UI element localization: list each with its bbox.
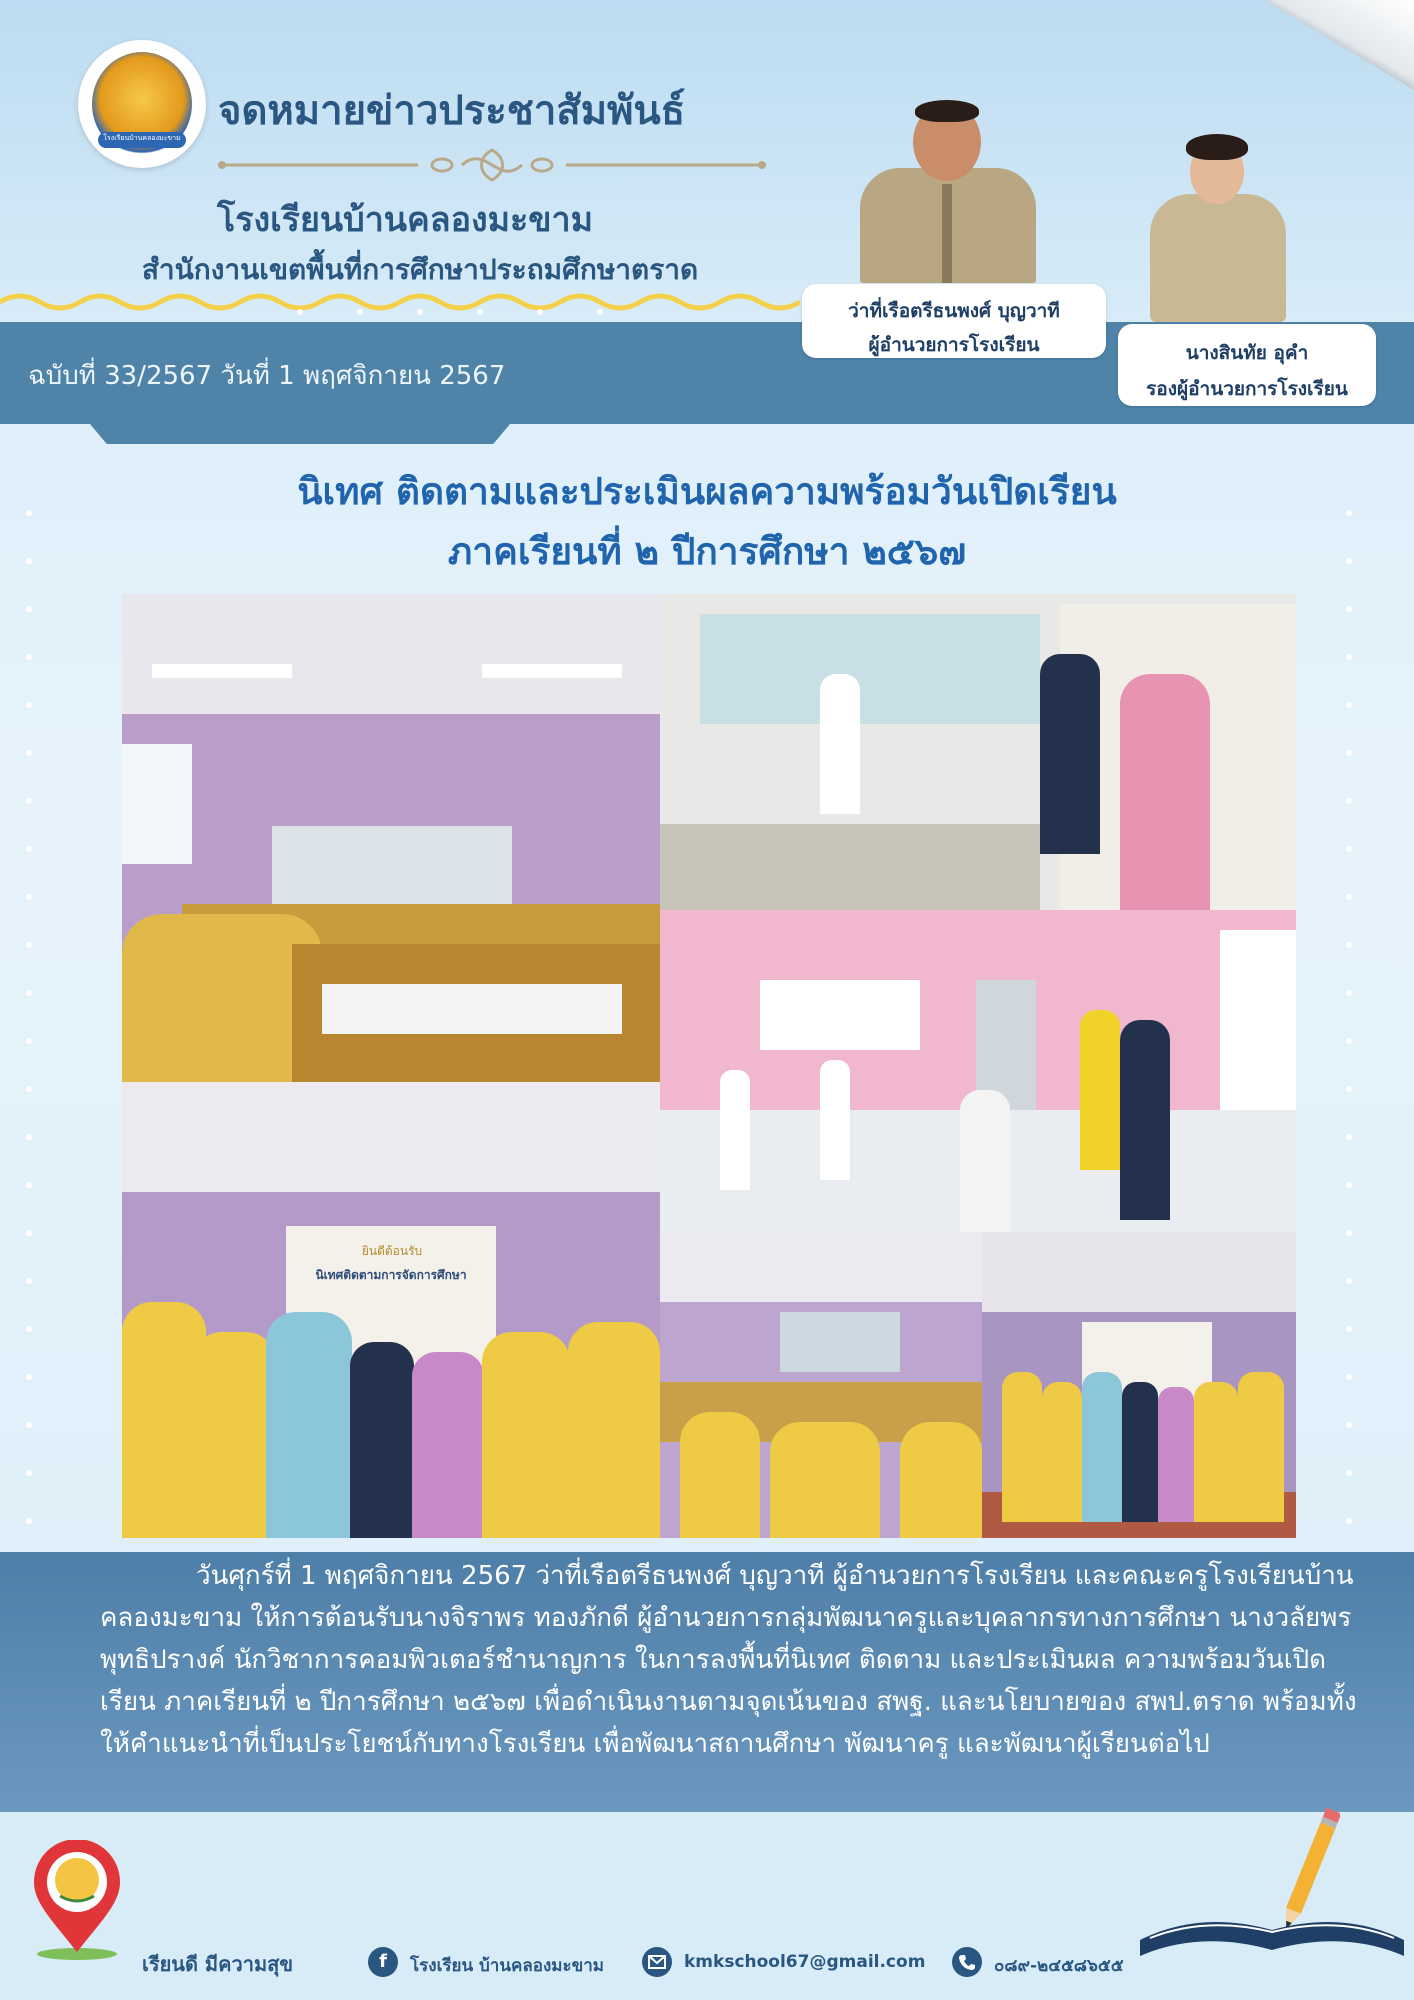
director-portrait bbox=[858, 98, 1038, 283]
right-dot-decoration bbox=[1346, 510, 1386, 1614]
school-logo bbox=[78, 40, 206, 168]
title-ornament bbox=[218, 148, 766, 182]
article-body bbox=[100, 1555, 1360, 1765]
logo-text: โรงเรียนบ้านคลองมะขาม bbox=[103, 134, 181, 142]
school-name: โรงเรียนบ้านคลองมะขาม bbox=[216, 200, 594, 240]
deputy-name: นางสินทัย อุคำ bbox=[1185, 342, 1309, 364]
photo-students-greeting bbox=[660, 910, 1296, 1232]
photo-group-portrait bbox=[122, 1082, 660, 1538]
photo-banner-line1: ยินดีต้อนรับ bbox=[361, 1244, 423, 1258]
deputy-director-portrait bbox=[1150, 132, 1286, 322]
facebook-icon: f bbox=[368, 1947, 398, 1977]
photo-meeting-room bbox=[122, 594, 660, 1082]
phone-number[interactable]: ๐๘๙-๒๔๕๘๖๕๕ bbox=[994, 1956, 1124, 1976]
school-motto: เรียนดี มีความสุข bbox=[142, 1952, 294, 1976]
photo-group-second bbox=[982, 1232, 1296, 1538]
photo-classroom-visit bbox=[660, 594, 1296, 910]
open-book-icon bbox=[1130, 1900, 1414, 1960]
wave-decoration bbox=[0, 288, 800, 316]
issue-bar-tab bbox=[90, 424, 510, 444]
education-office-name: สำนักงานเขตพื้นที่การศึกษาประถมศึกษาตราด bbox=[141, 253, 699, 286]
article-paragraph: วันศุกร์ที่ 1 พฤศจิกายน 2567 ว่าที่เรือตรีธนพงศ์ บุญวาที ผู้อำนวยการโรงเรียน และคณะครูโรงเรียนบ้านคลองมะขาม ให้การต้อนรับนางจิราพร ทองภักดี ผู้อำนวยการกลุ่มพัฒนาครูและบุคลากรทางการศึกษา นางวลัยพร พุทธิปรางค์ นักวิชาการคอมพิวเตอร์ชำนาญการ ในการลงพื้นที่นิเทศ ติดตาม และประเมินผล ความพร้อมวันเปิดเรียน ภาคเรียนที่ ๒ ปีการศึกษา ๒๕๖๗ เพื่อดำเนินงานตามจุดเน้นของ สพฐ. และนโยบายของ สพป.ตราด พร้อมทั้งให้คำแนะนำที่เป็นประโยชน์กับทางโรงเรียน เพื่อพัฒนาสถานศึกษา พัฒนาครู และพัฒนาผู้เรียนต่อไป bbox=[100, 1561, 1357, 1759]
newsletter-title: จดหมายข่าวประชาสัมพันธ์ bbox=[218, 88, 686, 134]
director-role: ผู้อำนวยการโรงเรียน bbox=[868, 334, 1040, 356]
location-pin-logo-icon bbox=[30, 1840, 124, 1960]
photo-banner-line2: นิเทศติดตามการจัดการศึกษา bbox=[315, 1268, 467, 1282]
issue-number-date: ฉบับที่ 33/2567 วันที่ 1 พฤศจิกายน 2567 bbox=[28, 361, 506, 391]
deputy-name-badge bbox=[1118, 324, 1376, 406]
left-dot-decoration bbox=[26, 510, 66, 1614]
deputy-role: รองผู้อำนวยการโรงเรียน bbox=[1146, 378, 1348, 400]
director-name: ว่าที่เรือตรีธนพงศ์ บุญวาที bbox=[848, 300, 1060, 322]
facebook-page-link[interactable]: โรงเรียน บ้านคลองมะขาม bbox=[410, 1956, 604, 1976]
headline-line-1: นิเทศ ติดตามและประเมินผลความพร้อมวันเปิดเรียน bbox=[297, 470, 1117, 513]
email-link[interactable]: kmkschool67@gmail.com bbox=[684, 1952, 926, 1972]
mail-icon bbox=[642, 1947, 672, 1977]
director-name-badge bbox=[802, 284, 1106, 358]
phone-icon bbox=[952, 1947, 982, 1977]
headline-line-2: ภาคเรียนที่ ๒ ปีการศึกษา ๒๕๖๗ bbox=[447, 530, 967, 573]
photo-meeting-discussion bbox=[660, 1232, 982, 1538]
